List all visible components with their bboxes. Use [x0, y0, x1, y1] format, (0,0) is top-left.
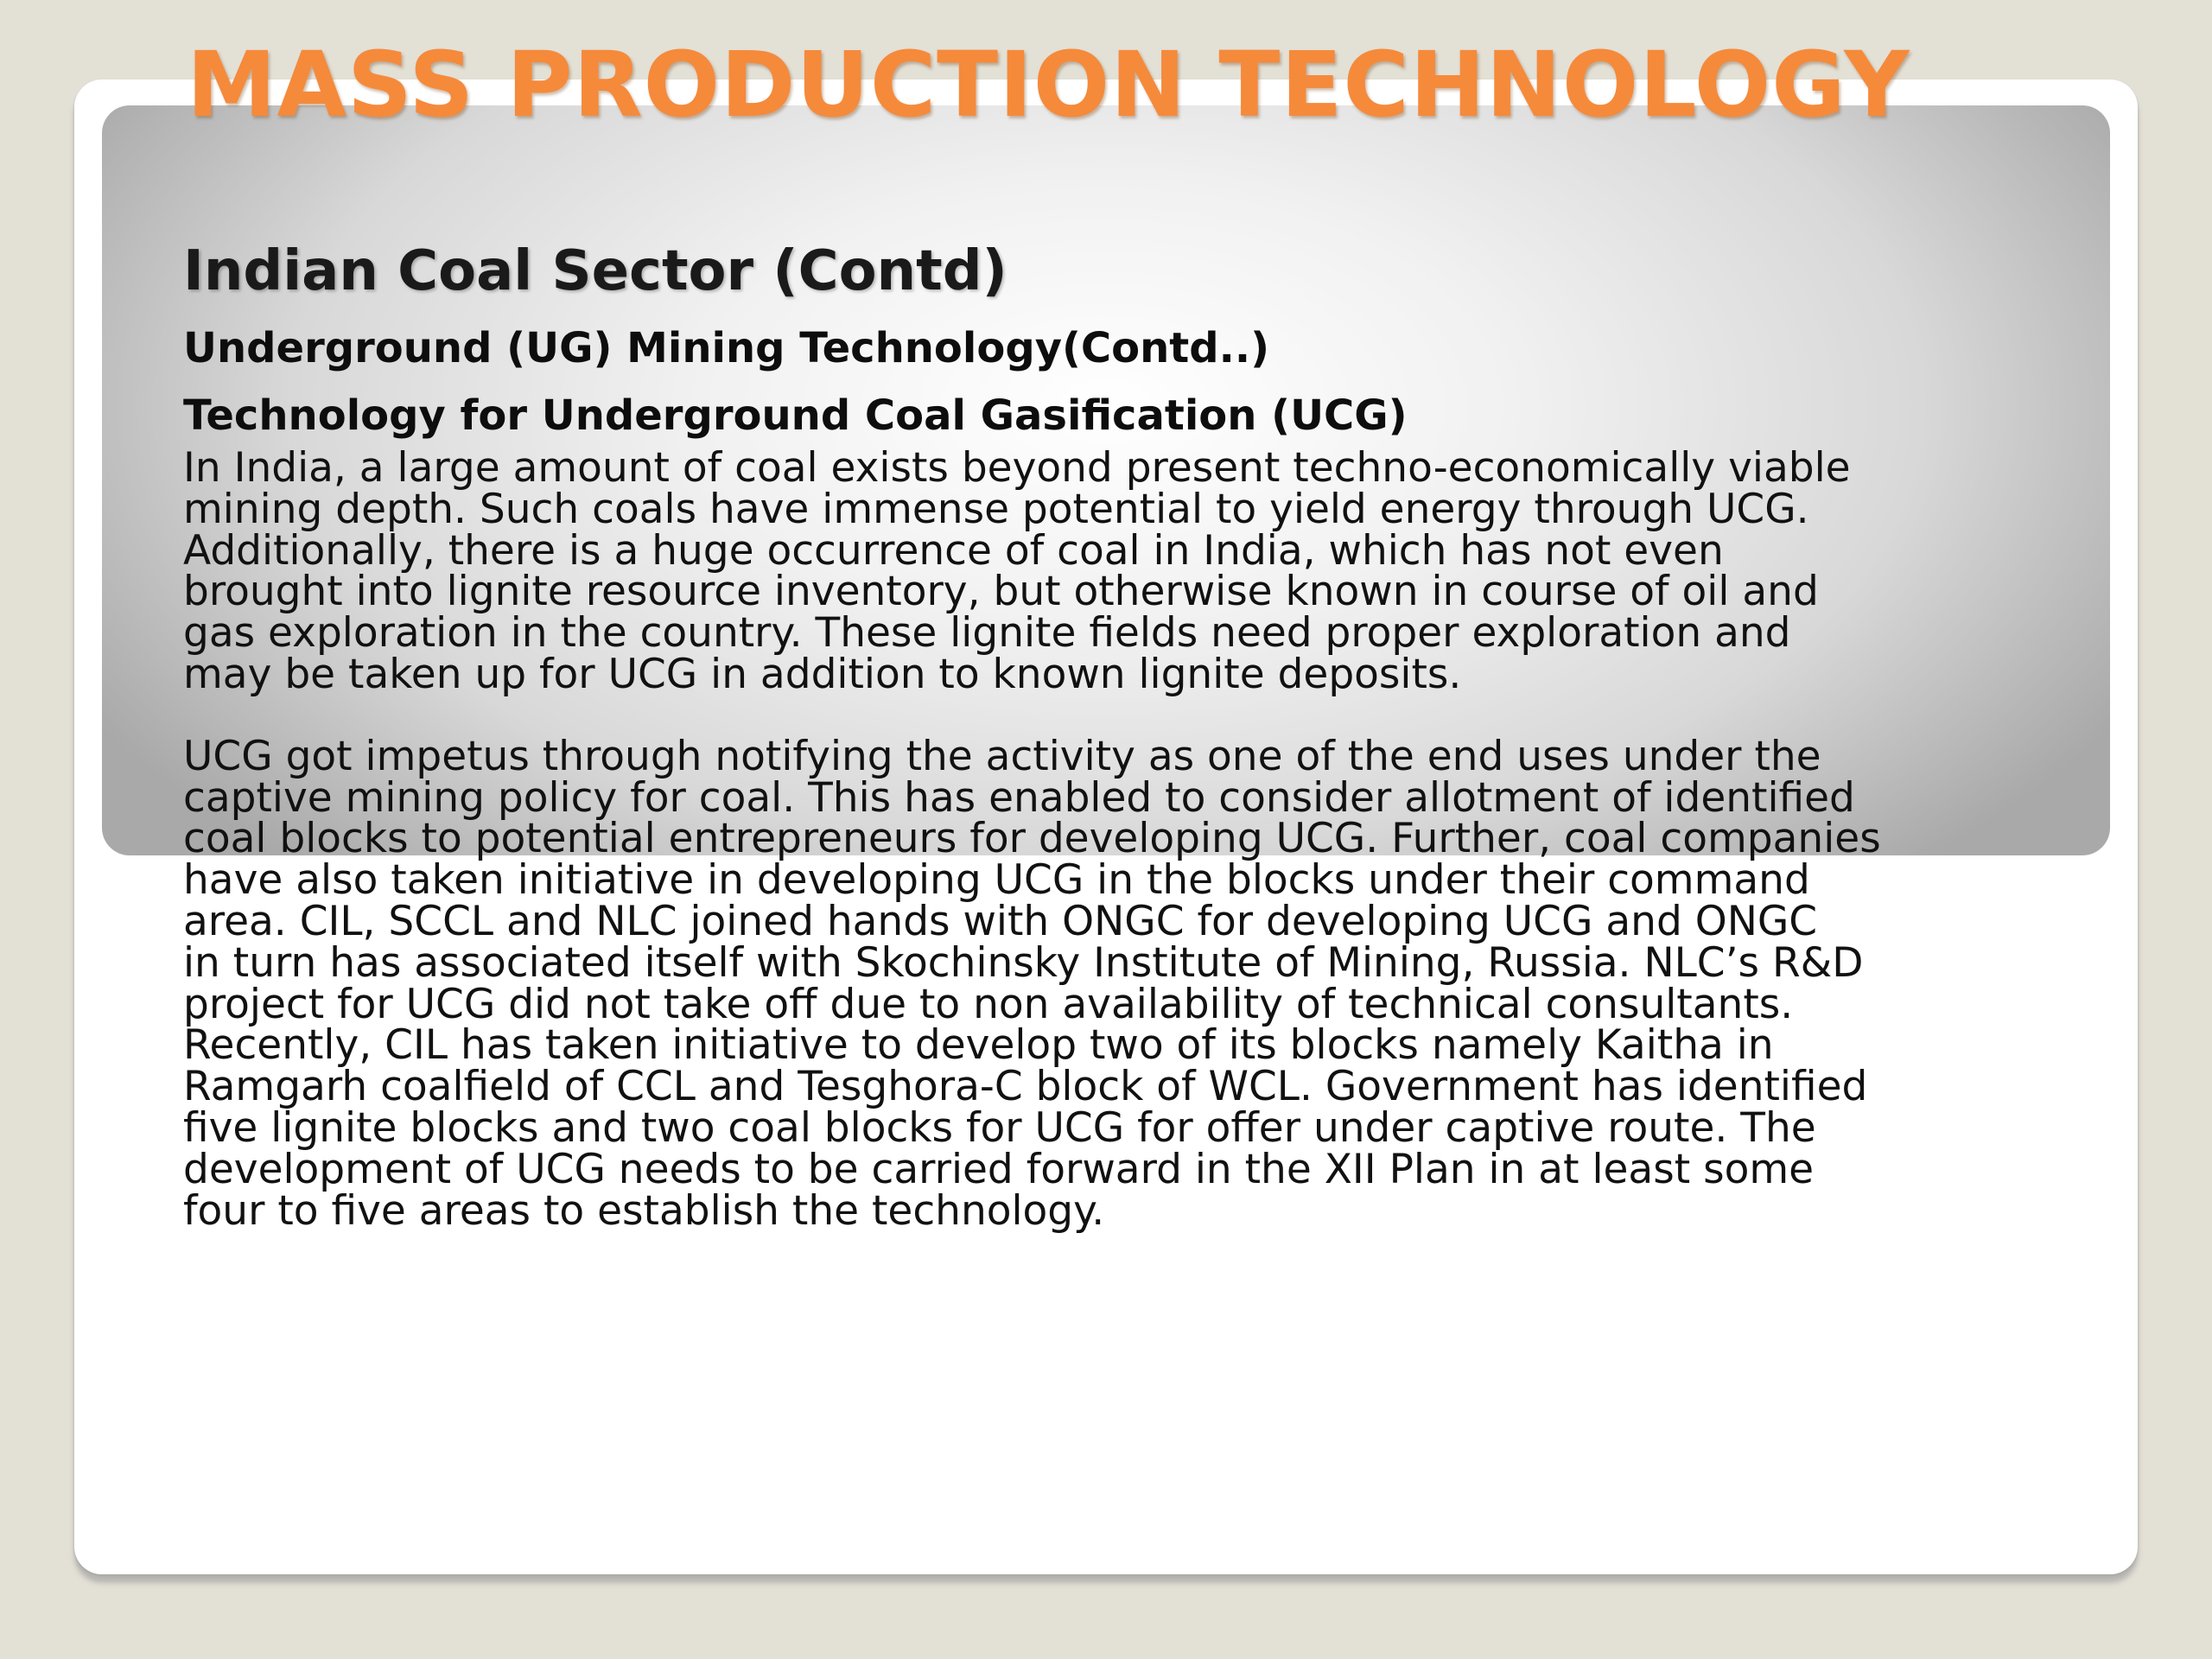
slide-title: MASS PRODUCTION TECHNOLOGY	[187, 32, 1910, 137]
paragraph-ucg-development: UCG got impetus through notifying the activity as one of the end uses under the captive mining policy for coal. This has enabled to consider allotment of identified coal blocks to potential entrepreneurs for developing UCG. Further, coal companies have also taken initiative in developing UCG in the blocks under their command area. CIL, SCCL and NLC joined hands with ONGC for developing UCG and ONGC in turn has associated itself with Skochinsky Institute of Mining, Russia. NLC’s R&D project for UCG did not take off due to non availability of technical consultants. Recently, CIL has taken initiative to develop two of its blocks namely Kaitha in Ramgarh coalfield of CCL and Tesghora-C block of WCL. Government has identified five lignite blocks and two coal blocks for UCG for offer under captive route. The development of UCG needs to be carried forward in the XII Plan in at least some four to five areas to establish the technology.	[183, 732, 1881, 1235]
paragraph-coal-potential: In India, a large amount of coal exists beyond present techno-economically viable mining depth. Such coals have immense potential to yield energy through UCG. Additionally, there is a huge occurrence of coal in India, which has not even brought into lignite resource inventory, but otherwise known in course of oil and gas exploration in the country. These lignite fields need proper exploration and may be taken up for UCG in addition to known lignite deposits.	[183, 444, 1851, 698]
section-heading: Indian Coal Sector (Contd)	[183, 239, 1007, 303]
subheading-ucg: Technology for Underground Coal Gasification (UCG)	[183, 391, 1408, 440]
subheading-ug-mining: Underground (UG) Mining Technology(Contd..)	[183, 324, 1269, 372]
slide-content	[183, 235, 2006, 1235]
